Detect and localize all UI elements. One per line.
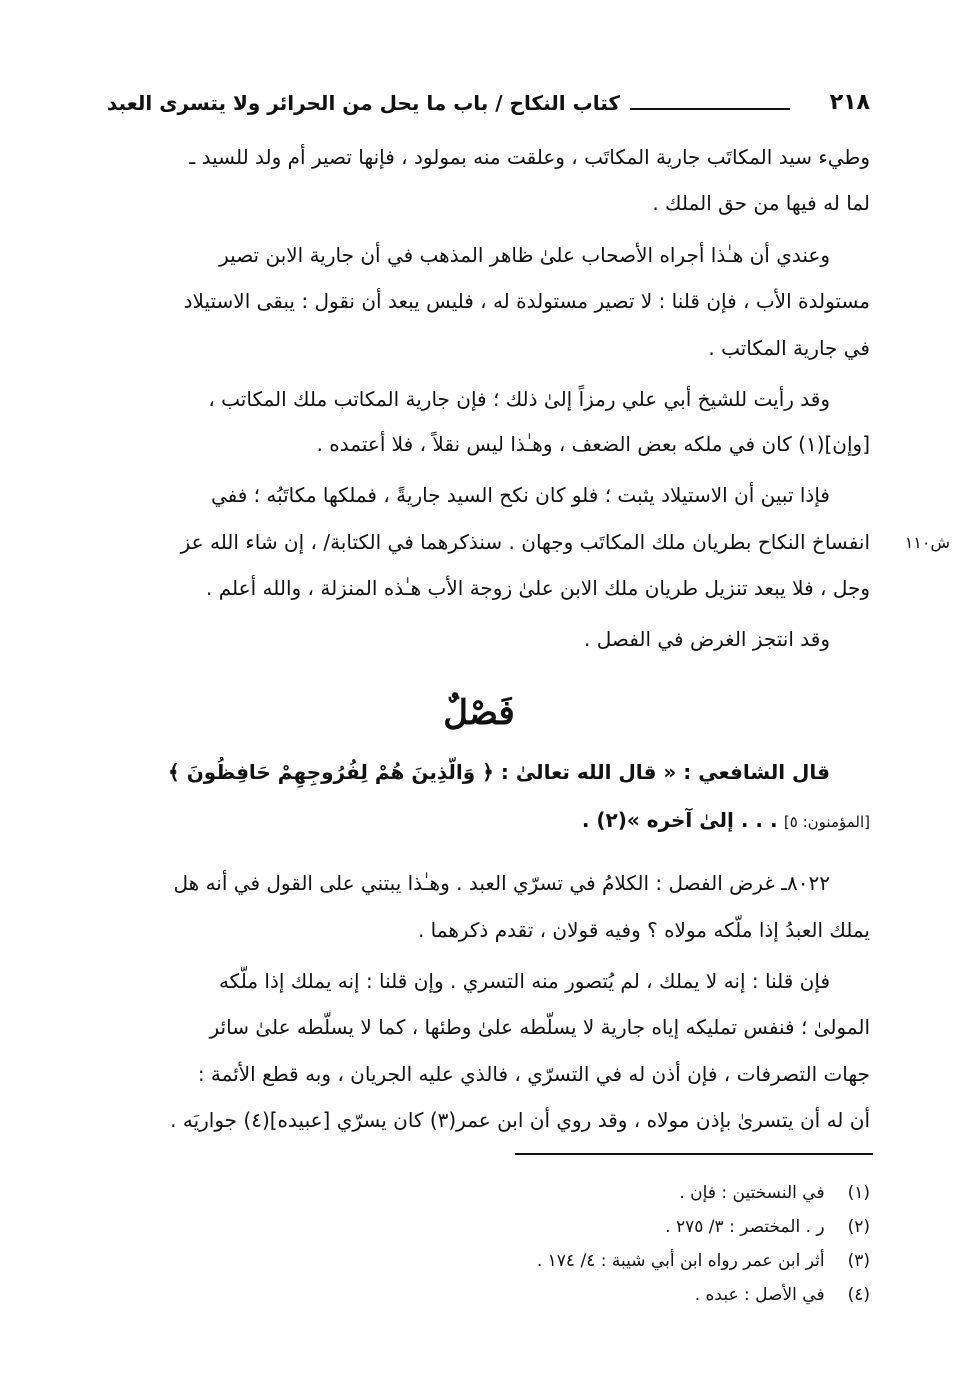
text-line: وطيء سيد المكاتَب جارية المكاتَب ، وعلقت منه بمولود ، فإنها تصير أم ولد للسيد ـ [189,145,870,169]
quote-line: قال الشافعي : « قال الله تعالىٰ : ﴿ وَالَّذِينَ هُمْ لِفُرُوجِهِمْ حَافِظُونَ ﴾ [168,760,830,784]
text-line: مستولدة الأب ، فإن قلنا : لا تصير مستولدة له ، فليس يبعد أن نقول : يبقى الاستيلاد [183,289,870,313]
running-title: كتاب النكاح / باب ما يحل من الحرائر ولا يتسرى العبد [106,91,620,115]
text-line: وقد رأيت للشيخ أبي علي رمزاً إلىٰ ذلك ؛ فإن جارية المكاتب ملك المكاتب ، [208,387,830,411]
text-line: ٨٠٢٢ـ غرض الفصل : الكلامُ في تسرّي العبد . وهـٰذا يبتني على القول في أنه هل [173,871,830,895]
text-line: أن له أن يتسرىٰ بإذن مولاه ، وقد روي أن ابن عمر(٣) كان يسرّي [عبيده](٤) جواريَه . [170,1108,870,1132]
text-line: جهات التصرفات ، فإن أذن له في التسرّي ، فالذي عليه الجريان ، وبه قطع الأئمة : [197,1062,870,1086]
footnote-text: في النسختين : فإن . [679,1183,825,1203]
text-line: [وإن](١) كان في ملكه بعض الضعف ، وهـٰذا ليس نقلاً ، فلا أعتمده . [316,432,870,456]
text-line: في جارية المكاتب . [708,336,870,360]
footnote-number: (٤) [847,1285,870,1305]
footnote-number: (١) [847,1183,870,1203]
footnote-rule [515,1153,873,1155]
header-rule [630,108,790,110]
footnote [85,1180,870,1206]
text-line: وعندي أن هـٰذا أجراه الأصحاب علىٰ ظاهر المذهب في أن جارية الابن تصير [219,243,830,267]
quran-reference: [المؤمنون: ٥] [783,813,870,831]
footnote-text: في الأصل : عبده . [694,1285,825,1305]
footnote-text: أثر ابن عمر رواه ابن أبي شيبة : ٤/ ١٧٤ . [536,1251,825,1271]
footnote-number: (٣) [847,1251,870,1271]
margin-note: ش١١٠ [904,533,950,552]
section-title: فَصْلٌ [443,693,515,733]
text-line: لما له فيها من حق الملك . [652,191,870,215]
footnote [85,1214,870,1240]
footnote [85,1282,870,1308]
footnote [85,1248,870,1274]
text-line: يملك العبدُ إذا ملّكه مولاه ؟ وفيه قولان ، تقدم ذكرهما . [417,918,870,942]
quote-continuation: . . . إلىٰ آخره »(٢) . [581,808,778,832]
footnote-number: (٢) [847,1217,870,1237]
quote-line [85,805,870,837]
page-number: ٢١٨ [829,90,870,115]
text-line: انفساخ النكاح بطريان ملك المكاتَب وجهان . سنذكرهما في الكتابة/ ، إن شاء الله عز [180,530,870,554]
text-line: المولىٰ ؛ فنفس تمليكه إياه جارية لا يسلّطه علىٰ وطئها ، كما لا يسلّطه علىٰ سائر [209,1015,870,1039]
footnote-text: ر . المختصر : ٣/ ٢٧٥ . [665,1217,825,1237]
text-line: فإن قلنا : إنه لا يملك ، لم يُتصور منه التسري . وإن قلنا : إنه يملك إذا ملّكه [218,969,830,993]
text-line: وقد انتجز الغرض في الفصل . [584,627,830,651]
text-line: وجل ، فلا يبعد تنزيل طريان ملك الابن علىٰ زوجة الأب هـٰذه المنزلة ، والله أعلم . [206,576,870,600]
text-line: فإذا تبين أن الاستيلاد يثبت ؛ فلو كان نكح السيد جاريةً ، فملكها مكاتَبُه ؛ ففي [210,483,830,507]
